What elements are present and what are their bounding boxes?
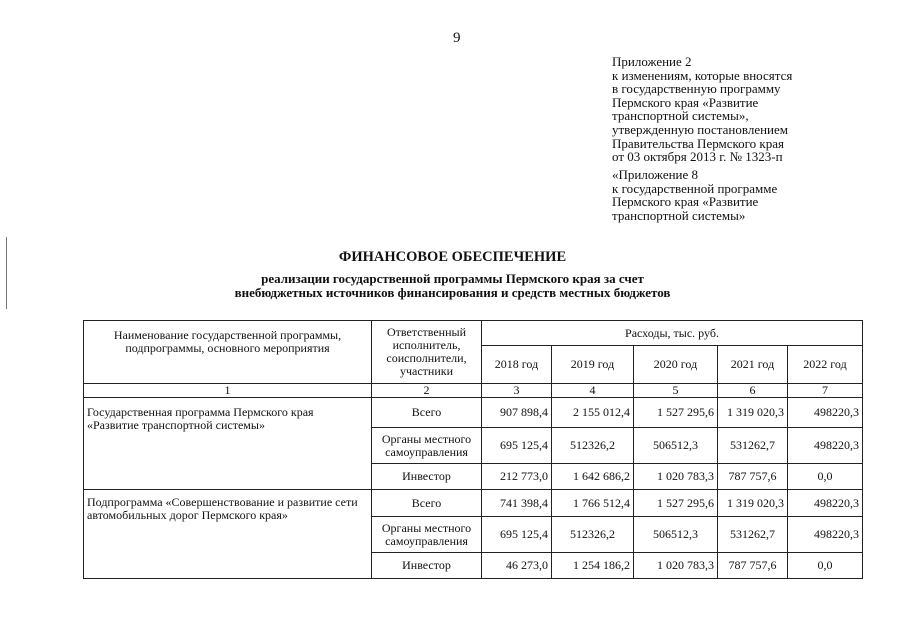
value-cell: 1 020 783,3: [634, 553, 718, 579]
appendix8-line: транспортной системы»: [612, 207, 746, 223]
header-year: 2019 год: [552, 346, 634, 384]
appendix-line: Пермского края «Развитие: [612, 94, 759, 110]
header-expenses: Расходы, тыс. руб.: [482, 321, 863, 346]
value-cell: 1 020 783,3: [634, 464, 718, 490]
value-cell: 498220,3: [788, 398, 863, 428]
value-cell: 787 757,6: [718, 553, 788, 579]
value-cell: 787 757,6: [718, 464, 788, 490]
value-cell: 1 527 295,6: [634, 490, 718, 517]
value-cell: 1 319 020,3: [718, 490, 788, 517]
appendix-line: утвержденную постановлением: [612, 121, 789, 137]
numbering-row: [84, 384, 863, 398]
value-cell: 506512,3: [634, 517, 718, 553]
row-label: Органы местного самоуправления: [372, 517, 482, 553]
appendix-line: транспортной системы»,: [612, 108, 749, 124]
program-name: Государственная программа Пермского края «Развитие транспортной системы»: [84, 398, 372, 490]
value-cell: 512326,2: [552, 517, 634, 553]
column-number: 5: [634, 384, 718, 398]
appendix8-line: «Приложение 8: [612, 167, 699, 182]
header-year: 2021 год: [718, 346, 788, 384]
value-cell: 46 273,0: [482, 553, 552, 579]
column-number: 3: [482, 384, 552, 398]
column-number: 4: [552, 384, 634, 398]
value-cell: 498220,3: [788, 428, 863, 464]
appendix-line: Приложение 2: [612, 54, 692, 69]
appendix-line: Правительства Пермского края: [612, 135, 784, 151]
financing-table: [83, 320, 863, 579]
row-label: Инвестор: [372, 464, 482, 490]
column-number: 1: [84, 384, 372, 398]
appendix8-line: к государственной программе: [612, 180, 778, 196]
value-cell: 0,0: [788, 464, 863, 490]
value-cell: 531262,7: [718, 517, 788, 553]
table-row: [84, 398, 863, 428]
header-year: 2018 год: [482, 346, 552, 384]
value-cell: 498220,3: [788, 517, 863, 553]
header-name: Наименование государственной программы, подпрограммы, основного мероприятия: [84, 321, 372, 384]
table-row: [84, 490, 863, 517]
value-cell: 2 155 012,4: [552, 398, 634, 428]
header-row-1: [84, 321, 863, 346]
page-number: 9: [453, 30, 461, 46]
column-number: 2: [372, 384, 482, 398]
row-label: Инвестор: [372, 553, 482, 579]
value-cell: 1 766 512,4: [552, 490, 634, 517]
row-label: Органы местного самоуправления: [372, 428, 482, 464]
appendix-line: от 03 октября 2013 г. № 1323-п: [612, 149, 783, 165]
value-cell: 498220,3: [788, 490, 863, 517]
header-responsible: Ответственный исполнитель, соисполнители, участники: [372, 321, 482, 384]
column-number: 6: [718, 384, 788, 398]
appendix-line: к изменениям, которые вносятся: [612, 67, 793, 83]
value-cell: 695 125,4: [482, 517, 552, 553]
header-year: 2022 год: [788, 346, 863, 384]
appendix8-line: Пермского края «Развитие: [612, 194, 759, 210]
value-cell: 212 773,0: [482, 464, 552, 490]
value-cell: 741 398,4: [482, 490, 552, 517]
value-cell: 1 642 686,2: [552, 464, 634, 490]
appendix-8-block: [612, 168, 777, 222]
value-cell: 1 254 186,2: [552, 553, 634, 579]
value-cell: 506512,3: [634, 428, 718, 464]
value-cell: 695 125,4: [482, 428, 552, 464]
header-year: 2020 год: [634, 346, 718, 384]
row-label: Всего: [372, 490, 482, 517]
subtitle-line-2: внебюджетных источников финансирования и средств местных бюджетов: [234, 285, 671, 300]
row-label: Всего: [372, 398, 482, 428]
value-cell: 512326,2: [552, 428, 634, 464]
column-number: 7: [788, 384, 863, 398]
value-cell: 531262,7: [718, 428, 788, 464]
document-subtitle: [0, 272, 905, 300]
document-title: ФИНАНСОВОЕ ОБЕСПЕЧЕНИЕ: [338, 249, 567, 265]
value-cell: 1 319 020,3: [718, 398, 788, 428]
value-cell: 1 527 295,6: [634, 398, 718, 428]
appendix-2-block: [612, 55, 792, 164]
subtitle-line-1: реализации государственной программы Пермского края за счет: [261, 271, 644, 286]
appendix-line: в государственную программу: [612, 81, 781, 97]
subprogram-name: Подпрограмма «Совершенствование и развитие сети автомобильных дорог Пермского края»: [84, 490, 372, 579]
value-cell: 907 898,4: [482, 398, 552, 428]
value-cell: 0,0: [788, 553, 863, 579]
